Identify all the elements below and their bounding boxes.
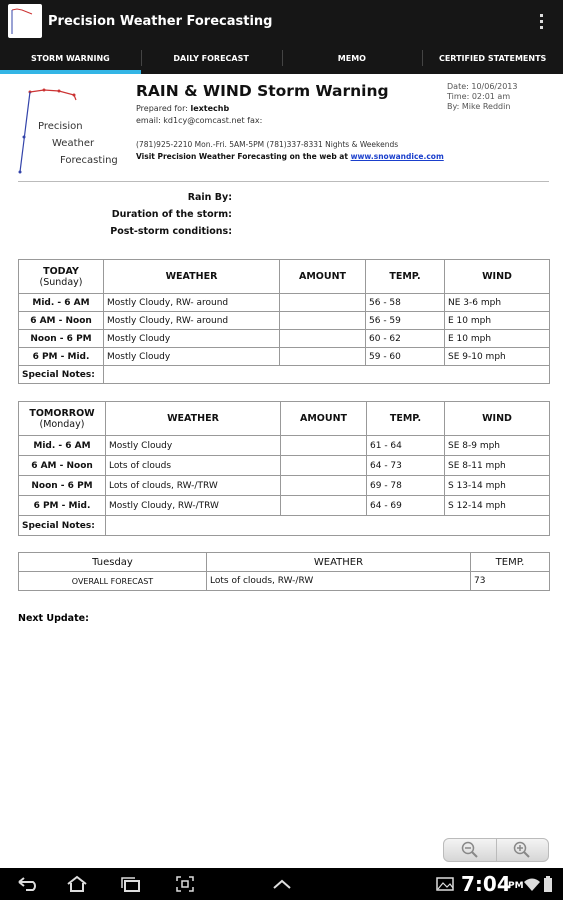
weather-cell: Mostly Cloudy (104, 330, 280, 348)
period-cell: Noon - 6 PM (19, 476, 106, 496)
status-ampm: PM (508, 881, 524, 891)
wind-cell: SE 8-11 mph (445, 456, 550, 476)
header-divider (18, 181, 549, 182)
temp-header: TEMP. (366, 260, 445, 294)
temp-cell: 56 - 58 (366, 294, 445, 312)
amount-cell (281, 496, 367, 516)
duration-label: Duration of the storm: (111, 209, 232, 220)
table-row (19, 476, 550, 496)
table-header-row (19, 402, 550, 436)
zoom-in-icon[interactable] (496, 839, 549, 861)
table-row (19, 294, 550, 312)
storm-warning-page (0, 74, 563, 868)
weather-header: WEATHER (207, 553, 471, 572)
special-notes-value (106, 516, 550, 536)
period-cell: Mid. - 6 AM (19, 294, 104, 312)
wind-cell: E 10 mph (445, 312, 550, 330)
prepared-label: Prepared for: (136, 104, 188, 113)
table-row (19, 496, 550, 516)
table-row (19, 436, 550, 456)
wind-header: WIND (445, 260, 550, 294)
special-notes-label: Special Notes: (19, 516, 106, 536)
prepared-for (136, 104, 229, 113)
wifi-icon (522, 872, 542, 896)
home-icon[interactable] (62, 872, 92, 896)
weather-header: WEATHER (106, 402, 281, 436)
day-name: TOMORROW (29, 407, 95, 419)
weather-cell: Mostly Cloudy, RW- around (104, 294, 280, 312)
table-row (19, 330, 550, 348)
overflow-menu-icon[interactable] (531, 0, 551, 42)
weather-header: WEATHER (104, 260, 280, 294)
website-text: Visit Precision Weather Forecasting on the web at (136, 152, 351, 161)
date-block (447, 82, 517, 112)
temp-cell: 73 (471, 572, 550, 591)
amount-cell (280, 330, 366, 348)
tomorrow-day-header (19, 402, 106, 436)
temp-cell: 60 - 62 (366, 330, 445, 348)
up-chevron-icon[interactable] (267, 872, 297, 896)
temp-cell: 64 - 73 (367, 456, 445, 476)
weather-cell: Mostly Cloudy, RW- around (104, 312, 280, 330)
wind-cell: S 12-14 mph (445, 496, 550, 516)
day-weekday: (Sunday) (39, 276, 83, 288)
weather-cell: Lots of clouds, RW-/TRW (106, 476, 281, 496)
amount-cell (281, 436, 367, 456)
day-name: TODAY (43, 265, 79, 277)
wind-header: WIND (445, 402, 550, 436)
gallery-icon (430, 872, 460, 896)
special-notes-value (104, 366, 550, 384)
app-title: Precision Weather Forecasting (48, 13, 273, 29)
recent-apps-icon[interactable] (116, 872, 146, 896)
rain-by-label: Rain By: (187, 192, 232, 203)
day-weekday: (Monday) (39, 418, 85, 430)
time-text: Time: 02:01 am (447, 92, 511, 101)
battery-icon (540, 872, 556, 896)
website-link[interactable]: www.snowandice.com (350, 152, 444, 161)
date-text: Date: 10/06/2013 (447, 82, 518, 91)
special-notes-row (19, 516, 550, 536)
overall-forecast-label: OVERALL FORECAST (19, 572, 207, 591)
tuesday-day-header: Tuesday (19, 553, 207, 572)
temp-cell: 61 - 64 (367, 436, 445, 456)
amount-header: AMOUNT (281, 402, 367, 436)
weather-cell: Mostly Cloudy (106, 436, 281, 456)
table-row (19, 348, 550, 366)
app-logo-icon[interactable] (8, 4, 42, 38)
period-cell: 6 PM - Mid. (19, 496, 106, 516)
period-cell: 6 PM - Mid. (19, 348, 104, 366)
period-cell: Mid. - 6 AM (19, 436, 106, 456)
website-line (136, 152, 444, 161)
company-logo (14, 82, 118, 180)
table-header-row (19, 260, 550, 294)
logo-line-3: Forecasting (60, 155, 118, 166)
special-notes-row (19, 366, 550, 384)
wind-cell: NE 3-6 mph (445, 294, 550, 312)
amount-header: AMOUNT (280, 260, 366, 294)
today-forecast-table (18, 259, 550, 384)
temp-header: TEMP. (367, 402, 445, 436)
wind-cell: SE 9-10 mph (445, 348, 550, 366)
table-row (19, 456, 550, 476)
zoom-controls (443, 838, 549, 862)
email-line: email: kd1cy@comcast.net fax: (136, 116, 263, 125)
logo-line-1: Precision (38, 121, 83, 132)
tab-storm-warning[interactable]: STORM WARNING (0, 42, 141, 74)
temp-cell: 64 - 69 (367, 496, 445, 516)
back-icon[interactable] (14, 872, 44, 896)
table-header-row (19, 553, 550, 572)
tab-certified-statements[interactable]: CERTIFIED STATEMENTS (422, 42, 563, 74)
period-cell: 6 AM - Noon (19, 456, 106, 476)
logo-line-2: Weather (52, 138, 95, 149)
temp-cell: 59 - 60 (366, 348, 445, 366)
tuesday-forecast-table (18, 552, 550, 591)
amount-cell (280, 294, 366, 312)
next-update-label: Next Update: (18, 613, 89, 624)
period-cell: Noon - 6 PM (19, 330, 104, 348)
period-cell: 6 AM - Noon (19, 312, 104, 330)
tab-memo[interactable]: MEMO (282, 42, 423, 74)
special-notes-label: Special Notes: (19, 366, 104, 384)
phone-line: (781)925-2210 Mon.-Fri. 5AM-5PM (781)337-8331 Nights & Weekends (136, 140, 399, 149)
weather-cell: Lots of clouds, RW-/RW (207, 572, 471, 591)
tab-daily-forecast[interactable]: DAILY FORECAST (141, 42, 282, 74)
page-title: RAIN & WIND Storm Warning (136, 82, 389, 100)
zoom-out-icon[interactable] (444, 839, 496, 861)
table-row (19, 312, 550, 330)
table-row (19, 572, 550, 591)
amount-cell (281, 476, 367, 496)
amount-cell (280, 312, 366, 330)
author-text: By: Mike Reddin (447, 102, 511, 111)
status-clock: 7:04 (461, 872, 511, 896)
tab-bar (0, 42, 563, 74)
prepared-name: lextechb (190, 104, 230, 113)
weather-cell: Lots of clouds (106, 456, 281, 476)
temp-cell: 56 - 59 (366, 312, 445, 330)
tomorrow-forecast-table (18, 401, 550, 536)
today-day-header (19, 260, 104, 294)
post-storm-label: Post-storm conditions: (110, 226, 232, 237)
screenshot-icon[interactable] (170, 872, 200, 896)
weather-cell: Mostly Cloudy, RW-/TRW (106, 496, 281, 516)
amount-cell (281, 456, 367, 476)
wind-cell: SE 8-9 mph (445, 436, 550, 456)
wind-cell: S 13-14 mph (445, 476, 550, 496)
temp-header: TEMP. (471, 553, 550, 572)
wind-cell: E 10 mph (445, 330, 550, 348)
action-bar (0, 0, 563, 42)
weather-cell: Mostly Cloudy (104, 348, 280, 366)
temp-cell: 69 - 78 (367, 476, 445, 496)
amount-cell (280, 348, 366, 366)
